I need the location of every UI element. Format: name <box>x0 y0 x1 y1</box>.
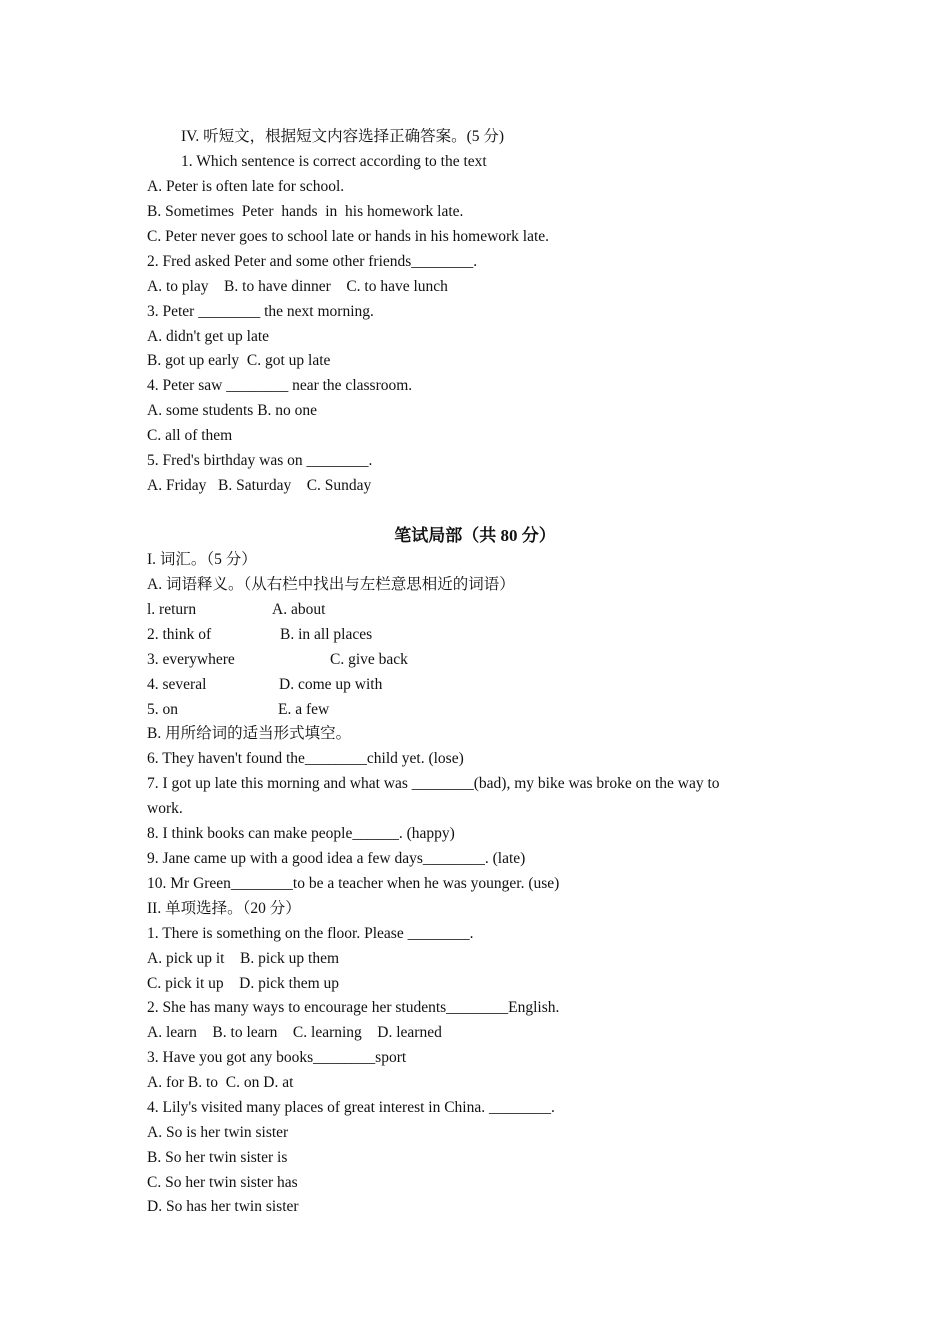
choice-line: D. So has her twin sister <box>147 1198 299 1215</box>
fill-line: 7. I got up late this morning and what was ________(bad), my bike was broke on the way to <box>147 775 720 792</box>
part-b-heading: B. 用所给词的适当形式填空。 <box>147 725 352 742</box>
fill-line: 6. They haven't found the________child yet. (lose) <box>147 750 464 767</box>
listening-line: B. got up early C. got up late <box>147 352 331 369</box>
choice-line: 2. She has many ways to encourage her students________English. <box>147 999 560 1016</box>
listening-line: A. to play B. to have dinner C. to have lunch <box>147 278 448 295</box>
listening-heading: IV. 听短文，根据短文内容选择正确答案。(5 分) <box>181 128 505 145</box>
choice-line: B. So her twin sister is <box>147 1149 288 1166</box>
part-a-heading: A. 词语释义。（从右栏中找出与左栏意思相近的词语） <box>147 576 515 593</box>
choice-line: A. learn B. to learn C. learning D. learned <box>147 1024 442 1041</box>
listening-line: C. all of them <box>147 427 233 444</box>
matching-left: l. return <box>147 601 197 618</box>
fill-line: 10. Mr Green________to be a teacher when he was younger. (use) <box>147 875 560 892</box>
listening-line: 4. Peter saw ________ near the classroom. <box>147 377 413 394</box>
listening-line: 5. Fred's birthday was on ________. <box>147 452 373 469</box>
choice-line: 1. There is something on the floor. Please ________. <box>147 925 474 942</box>
matching-right: B. in all places <box>280 626 373 643</box>
listening-line: 3. Peter ________ the next morning. <box>147 303 374 320</box>
matching-left: 3. everywhere <box>147 651 235 668</box>
fill-line: work. <box>147 800 183 817</box>
choice-line: C. So her twin sister has <box>147 1174 298 1191</box>
listening-line: C. Peter never goes to school late or hands in his homework late. <box>147 228 550 245</box>
matching-left: 2. think of <box>147 626 212 643</box>
matching-left: 4. several <box>147 676 207 693</box>
choice-line: 4. Lily's visited many places of great interest in China. ________. <box>147 1099 555 1116</box>
matching-left: 5. on <box>147 701 178 718</box>
choice-heading: II. 单项选择。（20 分） <box>147 900 301 917</box>
choice-line: A. So is her twin sister <box>147 1124 289 1141</box>
choice-line: 3. Have you got any books________sport <box>147 1049 407 1066</box>
choice-line: A. for B. to C. on D. at <box>147 1074 294 1091</box>
fill-line: 9. Jane came up with a good idea a few days________. (late) <box>147 850 526 867</box>
choice-line: C. pick it up D. pick them up <box>147 975 340 992</box>
listening-line: B. Sometimes Peter hands in his homework late. <box>147 203 464 220</box>
listening-line: 1. Which sentence is correct according to the text <box>181 153 487 170</box>
matching-right: D. come up with <box>279 676 383 693</box>
fill-line: 8. I think books can make people______. (happy) <box>147 825 455 842</box>
listening-line: A. Friday B. Saturday C. Sunday <box>147 477 372 494</box>
matching-right: C. give back <box>330 651 408 668</box>
matching-right: A. about <box>272 601 326 618</box>
choice-line: A. pick up it B. pick up them <box>147 950 340 967</box>
listening-line: A. didn't get up late <box>147 328 270 345</box>
listening-line: 2. Fred asked Peter and some other friends________. <box>147 253 478 270</box>
listening-line: A. some students B. no one <box>147 402 318 419</box>
vocab-heading: I. 词汇。（5 分） <box>147 551 257 568</box>
matching-right: E. a few <box>278 701 330 718</box>
written-section-title: 笔试局部（共 80 分） <box>394 526 556 545</box>
listening-line: A. Peter is often late for school. <box>147 178 345 195</box>
